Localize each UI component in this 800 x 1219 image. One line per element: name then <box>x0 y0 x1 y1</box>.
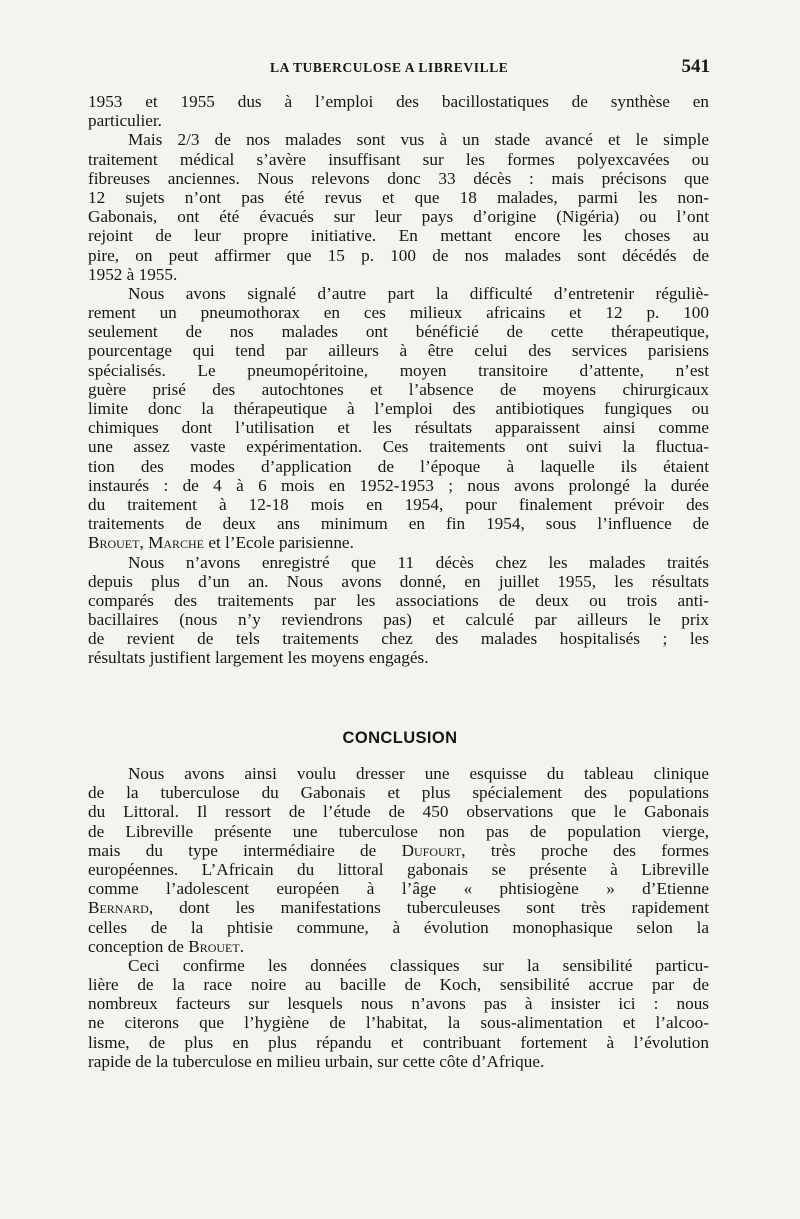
text-line: rapide de la tuberculose en milieu urbain, sur cette côte d’Afrique. <box>88 1051 545 1071</box>
text-line: comparés des traitements par les associations de deux ou trois anti- <box>88 590 709 610</box>
text-line: limite donc la thérapeutique à l’emploi des antibiotiques fungiques ou <box>88 399 709 418</box>
running-header <box>88 56 710 80</box>
text-line: 1953 et 1955 dus à l’emploi des bacillostatiques de synthèse en <box>88 92 709 111</box>
text-line: Mais 2/3 de nos malades sont vus à un stade avancé et le simple <box>128 130 709 150</box>
text-line: Ceci confirme les données classiques sur la sensibilité particu- <box>128 955 709 975</box>
text-line: du Littoral. Il ressort de l’étude de 450 observations que le Gabonais <box>88 802 709 822</box>
text-line: de la tuberculose du Gabonais et plus spécialement des populations <box>88 783 709 803</box>
text-line: comme l’adolescent européen à l’âge « phtisiogène » d’Etienne <box>88 879 709 899</box>
author-name: Brouet <box>188 936 240 956</box>
author-name: Marche <box>148 533 205 553</box>
text-line: pire, on peut affirmer que 15 p. 100 de nos malades sont décédés de <box>88 245 709 265</box>
text-line: Gabonais, ont été évacués sur leur pays d’origine (Nigéria) ou l’ont <box>88 207 709 227</box>
section-heading: CONCLUSION <box>342 729 458 747</box>
text-fragment: . <box>239 936 244 956</box>
text-line <box>88 533 709 552</box>
text-line: européennes. L’Africain du littoral gabonais se présente à Libreville <box>88 859 709 879</box>
text-line: lière de la race noire au bacille de Koch, sensibilité accrue par de <box>88 975 709 995</box>
text-line: de Libreville présente une tuberculose non pas de population vierge, <box>88 821 709 841</box>
running-title: LA TUBERCULOSE A LIBREVILLE <box>270 60 509 75</box>
text-line: nombreux facteurs sur lesquels nous n’avons pas à insister ici : nous <box>88 994 709 1014</box>
text-fragment: , très proche des formes <box>461 840 709 860</box>
text-line: instaurés : de 4 à 6 mois en 1952-1953 ; nous avons prolongé la durée <box>88 475 709 495</box>
text-fragment: et l’Ecole parisienne. <box>204 533 354 553</box>
text-line <box>88 898 709 917</box>
text-line: Nous avons signalé d’autre part la difficulté d’entretenir réguliè- <box>128 283 709 303</box>
text-line: traitements de deux ans minimum en fin 1954, sous l’influence de <box>88 514 709 534</box>
text-line: Nous n’avons enregistré que 11 décès chez les malades traités <box>128 552 709 572</box>
text-line: spécialisés. Le pneumopéritoine, moyen transitoire d’attente, n’est <box>88 360 709 380</box>
text-fragment: , <box>139 533 149 553</box>
text-line: rejoint de leur propre initiative. En mettant encore les choses au <box>88 226 709 246</box>
text-line: particulier. <box>88 111 162 131</box>
text-line: 12 sujets n’ont pas été revus et que 18 malades, parmi les non- <box>88 187 709 207</box>
text-line: pourcentage qui tend par ailleurs à être celui des services parisiens <box>88 341 709 361</box>
body-section-conclusion <box>88 764 709 1071</box>
text-line: celles de la phtisie commune, à évolution monophasique selon la <box>88 917 709 937</box>
author-name: Dufourt <box>401 840 462 860</box>
text-line: Nous avons ainsi voulu dresser une esquisse du tableau clinique <box>128 764 709 783</box>
author-name: Brouet <box>88 533 140 553</box>
text-line: 1952 à 1955. <box>88 264 178 284</box>
text-line: guère prisé des autochtones et l’absence de moyens chirurgicaux <box>88 379 709 399</box>
body-section-results <box>88 92 709 668</box>
text-line: depuis plus d’un an. Nous avons donné, en juillet 1955, les résultats <box>88 571 709 591</box>
text-line: seulement de nos malades ont bénéficié de cette thérapeutique, <box>88 322 709 342</box>
text-line: traitement médical s’avère insuffisant sur les formes polyexcavées ou <box>88 149 709 169</box>
text-line: de revient de tels traitements chez des malades hospitalisés ; les <box>88 629 709 649</box>
text-line <box>88 937 709 956</box>
page-number: 541 <box>681 56 710 77</box>
text-fragment: , dont les manifestations tuberculeuses sont très rapidement <box>148 898 709 918</box>
text-line: tion des modes d’application de l’époque à laquelle ils étaient <box>88 456 709 476</box>
text-line: une assez vaste expérimentation. Ces traitements ont suivi la fluctua- <box>88 437 709 457</box>
author-name: Bernard <box>88 898 149 918</box>
text-line <box>88 841 709 860</box>
text-fragment: conception de <box>88 936 189 956</box>
text-line: du traitement à 12-18 mois en 1954, pour finalement prévoir des <box>88 494 709 514</box>
text-fragment: mais du type intermédiaire de <box>88 840 402 860</box>
text-line: chimiques dont l’utilisation et les résultats apparaissent ainsi comme <box>88 418 709 438</box>
text-line: fibreuses anciennes. Nous relevons donc 33 décès : mais précisons que <box>88 168 709 188</box>
text-line: rement un pneumothorax en ces milieux africains et 12 p. 100 <box>88 303 709 323</box>
text-line: ne citerons que l’hygiène de l’habitat, la sous-alimentation et l’alcoo- <box>88 1013 709 1033</box>
text-line: bacillaires (nous n’y reviendrons pas) et calculé par ailleurs le prix <box>88 610 709 630</box>
text-line: lisme, de plus en plus répandu et contribuant fortement à l’évolution <box>88 1032 709 1052</box>
text-line: résultats justifient largement les moyens engagés. <box>88 648 429 668</box>
